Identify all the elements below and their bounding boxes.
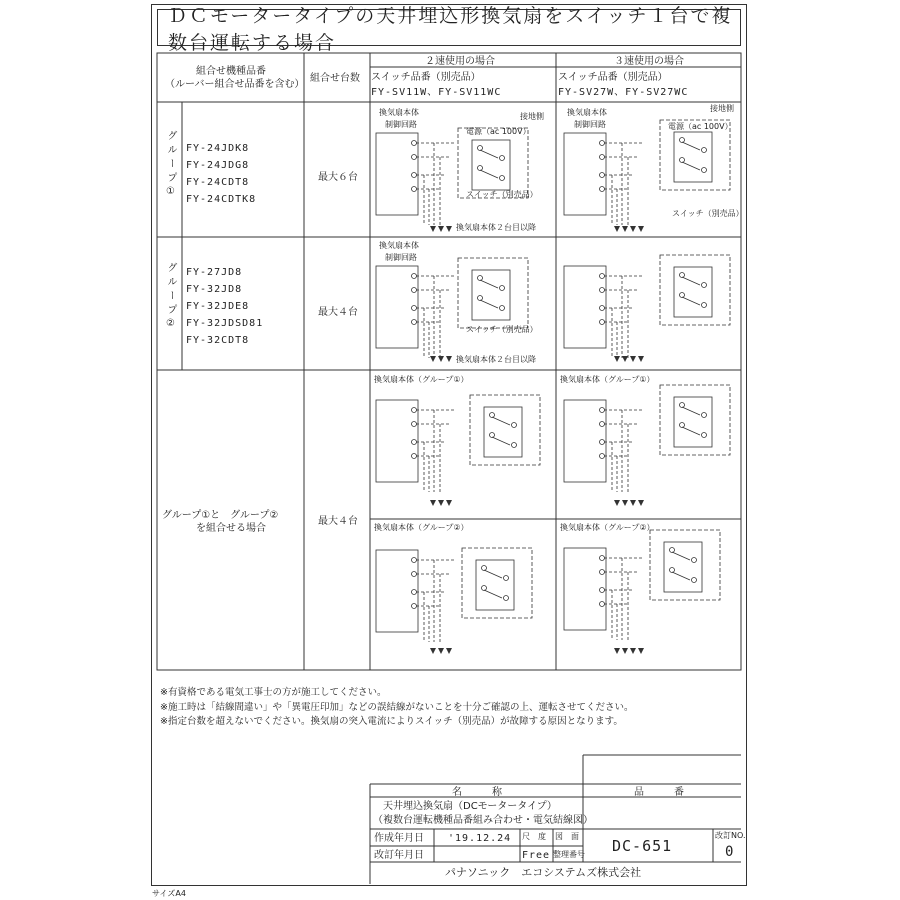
diag-switch: スイッチ（別売品） (466, 190, 538, 199)
switch-label-3: スイッチ品番（別売品） (558, 72, 668, 83)
diag-second: 換気扇本体２台目以降 (456, 223, 536, 232)
tb-rev-label: 改訂NO. (715, 831, 746, 840)
header-2speed: ２速使用の場合 (425, 56, 495, 67)
group2-model: FY-32JD8 (186, 284, 243, 295)
diag3-switch: スイッチ（別売品） (672, 209, 744, 218)
switch-models-2: FY-SV11W、FY-SV11WC (371, 87, 502, 98)
group1-label: グループ① (165, 130, 176, 201)
diag-body-g1: 換気扇本体（グループ①） (374, 375, 469, 384)
group1-model: FY-24CDTK8 (186, 194, 257, 205)
note-item: ※施工時は「結線間違い」や「異電圧印加」などの誤結線がないことを十分ご確認の上、運転させてください。 (160, 701, 634, 713)
tb-drawing-label: 図 面 (555, 832, 579, 841)
size-label: サイズA4 (152, 889, 186, 898)
tb-name-2: （複数台運転機種品番組み合わせ・電気結線図） (373, 815, 593, 826)
diag3-control: 制御回路 (574, 120, 606, 129)
tb-name-header: 名 称 (452, 787, 502, 798)
group1-model: FY-24CDT8 (186, 177, 250, 188)
switch-label-2: スイッチ品番（別売品） (371, 72, 481, 83)
tb-number-header: 品 番 (634, 787, 684, 798)
group3-label-sub: を組合せる場合 (196, 523, 266, 534)
page-title: ＤＣモータータイプの天井埋込形換気扇をスイッチ１台で複数台運転する場合 (157, 9, 741, 46)
diag-power: 電源（ac 100V） (466, 127, 531, 136)
tb-mgmt-label: 整理番号 (553, 850, 585, 859)
header-3speed: ３速使用の場合 (614, 56, 684, 67)
note-item: ※指定台数を超えないでください。換気扇の突入電流によりスイッチ（別売品）が故障する原因となります。 (160, 716, 623, 728)
header-model-sub: （ルーバー組合せ品番を含む） (165, 79, 305, 90)
diag-switch-r2: スイッチ（別売品） (466, 325, 538, 334)
diag-control-r2: 制御回路 (385, 253, 417, 262)
diag3-ground: 接地側 (710, 104, 734, 113)
group1-model: FY-24JDK8 (186, 143, 250, 154)
tb-company: パナソニック エコシステムズ株式会社 (445, 866, 642, 879)
tb-created-label: 作成年月日 (374, 833, 424, 844)
tb-scale-label: 尺 度 (522, 832, 546, 841)
tb-scale-value: Free (522, 850, 551, 861)
note-item: ※有資格である電気工事士の方が施工してください。 (160, 687, 387, 698)
group2-label: グループ② (165, 262, 176, 333)
diag-body-r2: 換気扇本体 (379, 241, 419, 250)
diag-body: 換気扇本体 (379, 108, 419, 117)
diag3-body-g1: 換気扇本体（グループ①） (560, 375, 655, 384)
group2-model: FY-32JDE8 (186, 301, 250, 312)
tb-name-1: 天井埋込換気扇（DCモータータイプ） (383, 801, 557, 812)
group2-count: 最大４台 (318, 307, 358, 318)
notes (160, 686, 633, 730)
group2-model: FY-27JD8 (186, 267, 243, 278)
diag-body-g2: 換気扇本体（グループ②） (374, 523, 469, 532)
diag-ground: 接地側 (520, 112, 544, 121)
diag3-power: 電源（ac 100V） (668, 122, 733, 131)
header-count: 組合せ台数 (310, 73, 360, 84)
diag3-body: 換気扇本体 (567, 108, 607, 117)
group2-model: FY-32CDT8 (186, 335, 250, 346)
group1-count: 最大６台 (318, 172, 358, 183)
tb-rev-value: 0 (725, 844, 735, 860)
group2-model: FY-32JDSD81 (186, 318, 264, 329)
tb-created-date: '19.12.24 (448, 833, 512, 844)
group3-label: グループ①と グループ② (162, 510, 279, 521)
diag-second-r2: 換気扇本体２台目以降 (456, 355, 536, 364)
group3-count: 最大４台 (318, 516, 358, 527)
group1-model: FY-24JDG8 (186, 160, 250, 171)
switch-models-3: FY-SV27W、FY-SV27WC (558, 87, 689, 98)
tb-doc-number: DC-651 (612, 837, 673, 855)
header-model: 組合せ機種品番 (196, 66, 266, 77)
tb-revised-label: 改訂年月日 (374, 850, 424, 861)
diag-control: 制御回路 (385, 120, 417, 129)
diag3-body-g2: 換気扇本体（グループ②） (560, 523, 655, 532)
